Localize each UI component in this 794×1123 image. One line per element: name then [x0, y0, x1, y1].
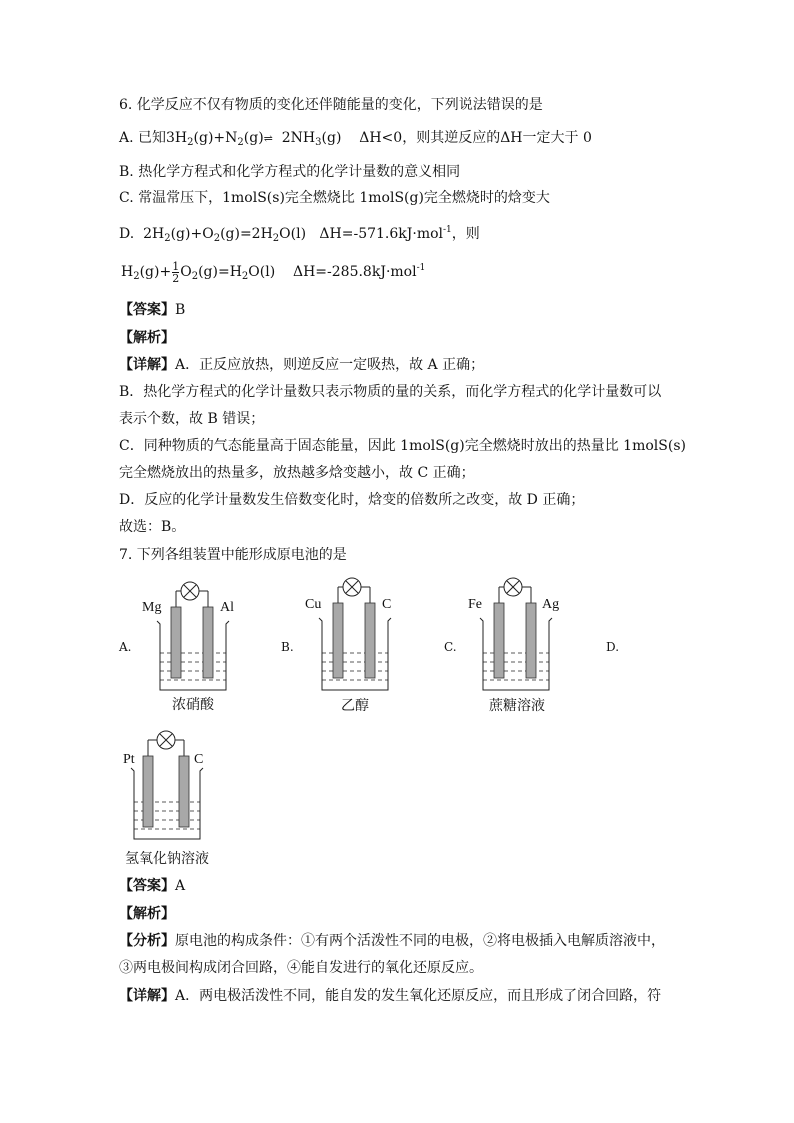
- apparatus-c-right-electrode: Ag: [542, 597, 560, 612]
- q6-option-d-equation: $2H_2(g)+O_2(g)=2H_2O(l)$: [143, 226, 307, 244]
- apparatus-d-solution: 氢氧化钠溶液: [125, 851, 209, 867]
- apparatus-d: [117, 728, 257, 867]
- q6-option-b: B. 热化学方程式和化学方程式的化学计量数的意义相同: [119, 164, 461, 180]
- q6-answer-value: B: [175, 302, 186, 318]
- q6-option-d2-equation: $H_2(g)+$ $\frac{1}{2}$ $O_2(g)=H_2O(l)$: [121, 259, 276, 285]
- apparatus-c: [463, 575, 603, 714]
- q6-option-a-prefix: A. 已知: [119, 130, 167, 146]
- apparatus-a: [140, 575, 280, 713]
- q6-detail-7: 故选：B。: [119, 519, 186, 535]
- apparatus-b: [302, 575, 442, 714]
- q7-fenxi-2: ③两电极间构成闭合回路，④能自发进行的氧化还原反应。: [119, 960, 483, 976]
- q6-detail-4: C．同种物质的气态能量高于固态能量，因此 1molS(g)完全燃烧时放出的热量比 1molS(s): [119, 438, 686, 454]
- q6-answer: [119, 300, 185, 320]
- q6-option-d2-exp: -1: [416, 263, 426, 273]
- apparatus-b-solution: 乙醇: [341, 698, 369, 714]
- q6-detail-6: D．反应的化学计量数发生倍数变化时，焓变的倍数所之改变，故 D 正确；: [119, 492, 585, 508]
- q7-analysis-label: 【解析】: [119, 906, 175, 922]
- apparatus-a-left-electrode: Mg: [142, 600, 162, 615]
- q6-option-a: [119, 128, 592, 153]
- q6-stem: 6. 化学反应不仅有物质的变化还伴随能量的变化，下列说法错误的是: [119, 97, 543, 113]
- q7-detail-label: 【详解】: [119, 988, 175, 1004]
- apparatus-d-right-electrode: C: [194, 752, 204, 767]
- apparatus-d-left-electrode: Pt: [123, 752, 135, 767]
- q6-detail-1: [119, 355, 484, 375]
- apparatus-a-diagram: [140, 575, 280, 710]
- q6-option-a-equation: $3H_2(g)+N_2(g)\rightleftharpoons$ $2NH_3(g)$: [166, 130, 342, 148]
- apparatus-d-diagram: [117, 728, 257, 863]
- q6-detail-5: 完全燃烧放出的热量多，放热越多焓变越小，故 C 正确；: [119, 465, 475, 481]
- apparatus-c-diagram: [463, 575, 603, 710]
- apparatus-d-label: D.: [606, 640, 620, 654]
- q6-option-d-exp: -1: [443, 225, 452, 235]
- apparatus-b-label: B.: [281, 640, 294, 654]
- apparatus-b-right-electrode: C: [382, 597, 392, 612]
- q6-option-d-line2: [121, 258, 425, 287]
- apparatus-b-diagram: [302, 575, 442, 710]
- apparatus-a-solution: 浓硝酸: [172, 697, 214, 713]
- q6-detail-1-text: A．正反应放热，则逆反应一定吸热，故 A 正确；: [175, 357, 485, 373]
- q7-answer-value: A: [175, 878, 186, 894]
- q6-option-a-dh: ΔH<0，则其逆反应的ΔH一定大于 0: [359, 130, 592, 146]
- q6-answer-label: 【答案】: [119, 302, 175, 318]
- q6-option-d2-dh: ΔH=-285.8kJ·mol: [292, 264, 417, 280]
- q7-fenxi-1: [119, 931, 665, 951]
- q6-detail-label: 【详解】: [119, 357, 175, 373]
- q6-option-d-prefix: D.: [119, 226, 135, 242]
- q7-stem: 7. 下列各组装置中能形成原电池的是: [119, 547, 347, 563]
- apparatus-a-label: A.: [119, 640, 132, 654]
- q7-fenxi-1-text: 原电池的构成条件：①有两个活泼性不同的电极，②将电极插入电解质溶液中，: [175, 933, 665, 949]
- q6-detail-3: 表示个数，故 B 错误；: [119, 411, 265, 427]
- apparatus-b-left-electrode: Cu: [305, 597, 322, 612]
- apparatus-c-solution: 蔗糖溶液: [489, 698, 545, 714]
- q6-option-d-tail: ，则: [451, 226, 480, 242]
- apparatus-c-label: C.: [444, 640, 457, 654]
- q6-option-d-dh: ΔH=-571.6kJ·mol: [319, 226, 444, 242]
- q7-answer: [119, 876, 185, 896]
- apparatus-a-right-electrode: Al: [220, 600, 234, 615]
- apparatus-c-left-electrode: Fe: [468, 597, 482, 612]
- q6-option-c: C. 常温常压下，1molS(s)完全燃烧比 1molS(g)完全燃烧时的焓变大: [119, 190, 550, 206]
- q6-analysis-label: 【解析】: [119, 330, 175, 346]
- q7-detail-1: [119, 986, 661, 1006]
- q6-option-d: [119, 220, 480, 249]
- q6-detail-2: B．热化学方程式的化学计量数只表示物质的量的关系，而化学方程式的化学计量数可以: [119, 384, 662, 400]
- q7-answer-label: 【答案】: [119, 878, 175, 894]
- q7-detail-1-text: A．两电极活泼性不同，能自发的发生氧化还原反应，而且形成了闭合回路，符: [175, 988, 662, 1004]
- q7-fenxi-label: 【分析】: [119, 933, 175, 949]
